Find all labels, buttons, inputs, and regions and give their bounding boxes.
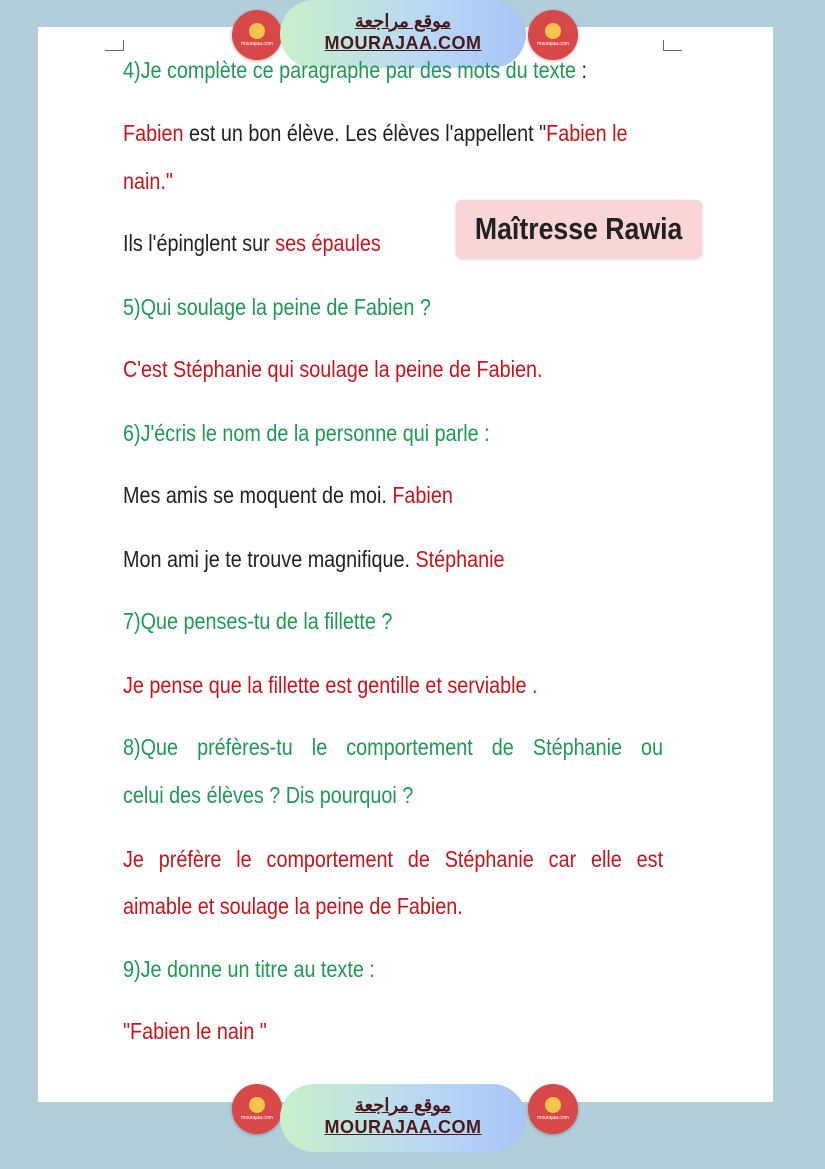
logo-text: mourajaa.com [241,41,273,47]
answer-fabien-le: Fabien le [546,120,628,146]
crop-mark-top-left [105,40,124,51]
logo-right-top [528,10,578,60]
answer-9: "Fabien le nain " [123,1018,267,1044]
watermark-arabic: موقع مراجعة [354,1095,452,1115]
crop-mark-top-right [663,40,682,51]
quote-text: Mon ami je te trouve magnifique. [123,546,416,572]
watermark-banner-bottom[interactable] [280,1084,526,1152]
word: comportement [346,734,473,760]
quote-2 [123,545,505,573]
quote-1 [123,481,453,509]
question-9: 9)Je donne un titre au texte : [123,956,375,982]
word: de [407,846,430,872]
question-7: 7)Que penses-tu de la fillette ? [123,608,393,634]
logo-text: mourajaa.com [241,1115,273,1121]
word: 8)Que [123,734,178,760]
author-stamp [456,200,702,258]
speaker-answer: Stéphanie [415,546,505,572]
answer-fabien: Fabien [123,120,184,146]
paragraph-line-1 [123,119,628,147]
question-8-line-1 [123,733,663,761]
word: le [236,846,252,872]
logo-right-bottom [528,1084,578,1134]
paragraph-line-3 [123,229,381,257]
logo-icon [545,23,561,39]
question-5: 5)Qui soulage la peine de Fabien ? [123,294,431,320]
logo-icon [249,1097,265,1113]
logo-left-top [232,10,282,60]
question-4-colon: : [576,57,587,83]
word: de [491,734,514,760]
question-8-line-2: celui des élèves ? Dis pourquoi ? [123,782,414,808]
paragraph-line-2: nain." [123,168,173,194]
quote-text: Mes amis se moquent de moi. [123,482,393,508]
word: Stéphanie [444,846,534,872]
answer-8-line-2: aimable et soulage la peine de Fabien. [123,893,463,919]
word: est [636,846,664,872]
answer-ses-epaules: ses épaules [275,230,381,256]
speaker-answer: Fabien [392,482,453,508]
answer-5: C'est Stéphanie qui soulage la peine de Fabien. [123,356,543,382]
logo-icon [249,23,265,39]
watermark-arabic: موقع مراجعة [354,11,452,31]
word: elle [591,846,622,872]
answer-8-line-1 [123,845,663,873]
answer-7: Je pense que la fillette est gentille et serviable . [123,672,538,698]
author-stamp-text: Maîtresse Rawia [475,211,683,246]
word: Je [123,846,144,872]
logo-icon [545,1097,561,1113]
watermark-latin: MOURAJAA.COM [324,33,482,53]
paragraph-text: Ils l'épinglent sur [123,230,276,256]
word: ou [641,734,664,760]
word: préfères-tu [197,734,293,760]
word: Stéphanie [532,734,622,760]
word: comportement [266,846,393,872]
word: car [548,846,577,872]
watermark-latin: MOURAJAA.COM [324,1117,482,1137]
logo-text: mourajaa.com [537,1115,569,1121]
question-4 [123,56,587,84]
question-6: 6)J'écris le nom de la personne qui parle : [123,420,490,446]
question-4-label: 4)Je complète ce paragraphe par des mots du texte [123,57,577,83]
logo-text: mourajaa.com [537,41,569,47]
word: le [311,734,328,760]
logo-left-bottom [232,1084,282,1134]
paragraph-text: est un bon élève. Les élèves l'appellent " [183,120,547,146]
word: préfère [158,846,222,872]
